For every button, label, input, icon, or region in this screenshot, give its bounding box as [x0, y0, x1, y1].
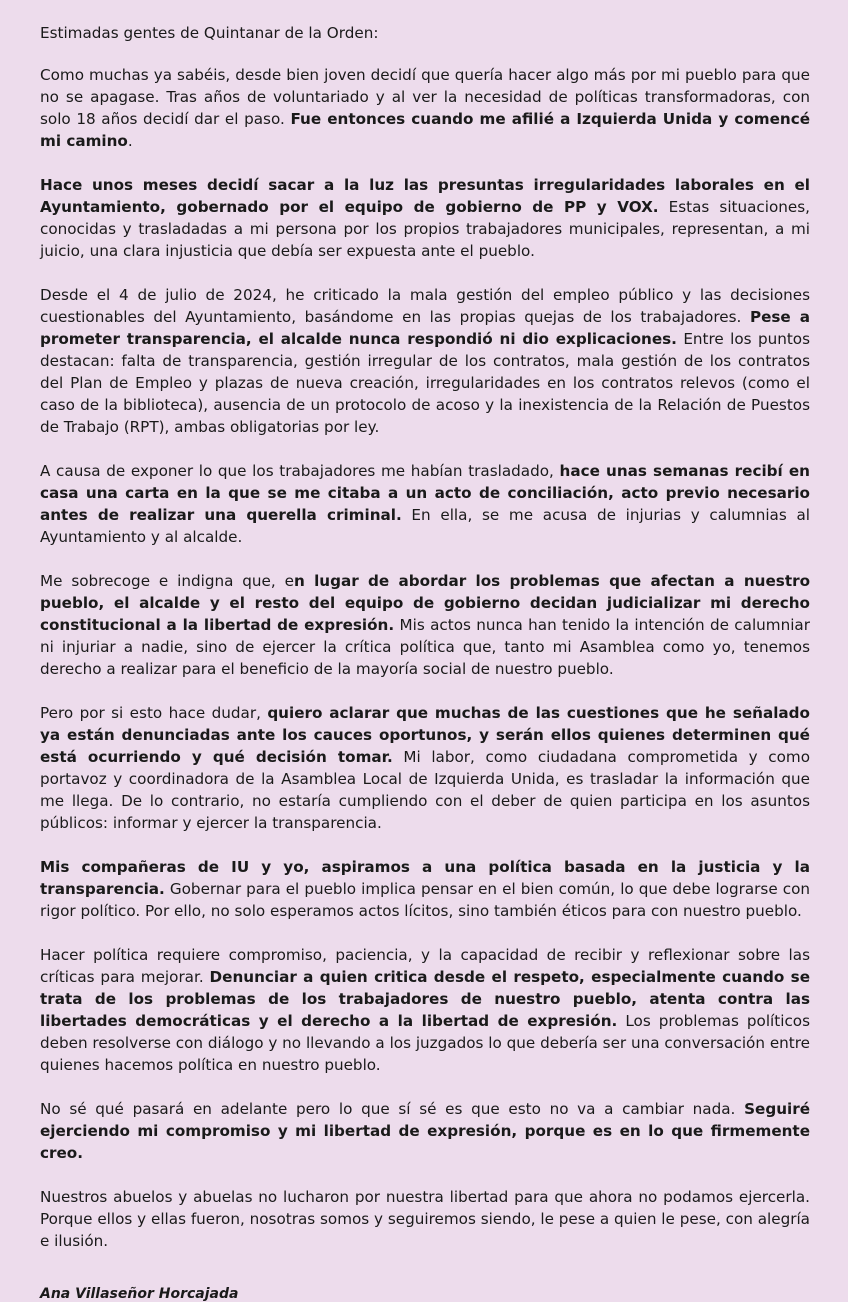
text-segment: Los problemas políticos deben resolverse con diálogo y no llevando a los juzgados lo que debería ser una conversación entre quienes hacemos política en nuestro pueblo.	[40, 1012, 811, 1074]
text-segment: Entre los puntos destacan: falta de transparencia, gestión irregular de los contratos, mala gestión de los contratos del Plan de Empleo y plazas de nueva creación, irregularidades en los contratos relevos (como el caso de la biblioteca), ausencia de un protocolo de acoso y la inexistencia de la Relación de Puestos de Trabajo (RPT), ambas obligatorias por ley.	[40, 330, 810, 436]
signature: Ana Villaseñor Horcajada	[40, 1286, 239, 1302]
paragraph	[40, 1098, 810, 1164]
bold-text-segment: hace unas semanas recibí en casa una carta en la que se me citaba a un acto de conciliación, acto previo necesario antes de realizar una querella criminal.	[40, 462, 810, 524]
text-segment: No sé qué pasará en adelante pero lo que sí sé es que esto no va a cambiar nada.	[40, 1100, 745, 1118]
bold-text-segment: quiero aclarar que muchas de las cuestiones que he señalado ya están denunciadas ante los cauces oportunos, y serán ellos quienes determinen qué está ocurriendo y qué decisión tomar.	[40, 704, 810, 766]
text-segment: Hacer política requiere compromiso, paciencia, y la capacidad de recibir y reflexionar sobre las críticas para mejorar.	[40, 946, 810, 986]
bold-text-segment: Hace unos meses decidí sacar a la luz las presuntas irregularidades laborales en el Ayuntamiento, gobernado por el equipo de gobierno de PP y VOX.	[40, 176, 810, 216]
text-segment: Desde el 4 de julio de 2024, he criticado la mala gestión del empleo público y las decisiones cuestionables del Ayuntamiento, basándome en las propias quejas de los trabajadores.	[40, 286, 810, 326]
salutation: Estimadas gentes de Quintanar de la Orden:	[40, 24, 379, 42]
paragraph	[40, 460, 810, 548]
bold-text-segment: Pese a prometer transparencia, el alcalde nunca respondió ni dio explicaciones.	[40, 308, 811, 348]
bold-text-segment: Fue entonces cuando me afilié a Izquierda Unida y comencé mi camino	[40, 110, 810, 150]
text-segment: A causa de exponer lo que los trabajadores me habían trasladado,	[40, 462, 560, 480]
text-segment: Gobernar para el pueblo implica pensar en el bien común, lo que debe lograrse con rigor político. Por ello, no solo esperamos actos lícitos, sino también éticos para con nuestro pueblo.	[40, 880, 810, 920]
text-segment: Mi labor, como ciudadana comprometida y como portavoz y coordinadora de la Asamblea Local de Izquierda Unida, es trasladar la información que me llega. De lo contrario, no estaría cumpliendo con el deber de quien participa en los asuntos públicos: informar y ejercer la transparencia.	[40, 748, 810, 832]
bold-text-segment: n lugar de abordar los problemas que afectan a nuestro pueblo, el alcalde y el resto del equipo de gobierno decidan judicializar mi derecho constitucional a la libertad de expresión.	[40, 572, 811, 634]
text-segment: En ella, se me acusa de injurias y calumnias al Ayuntamiento y al alcalde.	[40, 506, 810, 546]
letter-body	[40, 64, 810, 1252]
bold-text-segment: Seguiré ejerciendo mi compromiso y mi libertad de expresión, porque es en lo que firmemente creo.	[40, 1100, 810, 1162]
paragraph	[40, 64, 810, 152]
text-segment: Estas situaciones, conocidas y trasladadas a mi persona por los propios trabajadores municipales, representan, a mi juicio, una clara injusticia que debía ser expuesta ante el pueblo.	[40, 198, 810, 260]
text-segment: Nuestros abuelos y abuelas no lucharon por nuestra libertad para que ahora no podamos ejercerla. Porque ellos y ellas fueron, nosotras somos y seguiremos siendo, le pese a quien le pese, con alegría e ilusión.	[40, 1188, 810, 1250]
paragraph	[40, 944, 810, 1076]
paragraph	[40, 570, 810, 680]
text-segment: .	[127, 132, 133, 150]
bold-text-segment: Denunciar a quien critica desde el respeto, especialmente cuando se trata de los problemas de los trabajadores de nuestro pueblo, atenta contra las libertades democráticas y el derecho a la libertad de expresión.	[40, 968, 810, 1030]
bold-text-segment: Mis compañeras de IU y yo, aspiramos a una política basada en la justicia y la transparencia.	[40, 858, 810, 898]
paragraph	[40, 1186, 810, 1252]
text-segment: Pero por si esto hace dudar,	[40, 704, 268, 722]
text-segment: Como muchas ya sabéis, desde bien joven decidí que quería hacer algo más por mi pueblo para que no se apagase. Tras años de voluntariado y al ver la necesidad de políticas transformadoras, con solo 18 años decidí dar el paso.	[40, 66, 810, 128]
paragraph	[40, 856, 810, 922]
text-segment: Me sobrecoge e indigna que, e	[40, 572, 294, 590]
paragraph	[40, 702, 810, 834]
paragraph	[40, 284, 810, 438]
text-segment: Mis actos nunca han tenido la intención de calumniar ni injuriar a nadie, sino de ejercer la crítica política que, tanto mi Asamblea como yo, tenemos derecho a realizar para el beneficio de la mayoría social de nuestro pueblo.	[40, 616, 810, 678]
paragraph	[40, 174, 810, 262]
